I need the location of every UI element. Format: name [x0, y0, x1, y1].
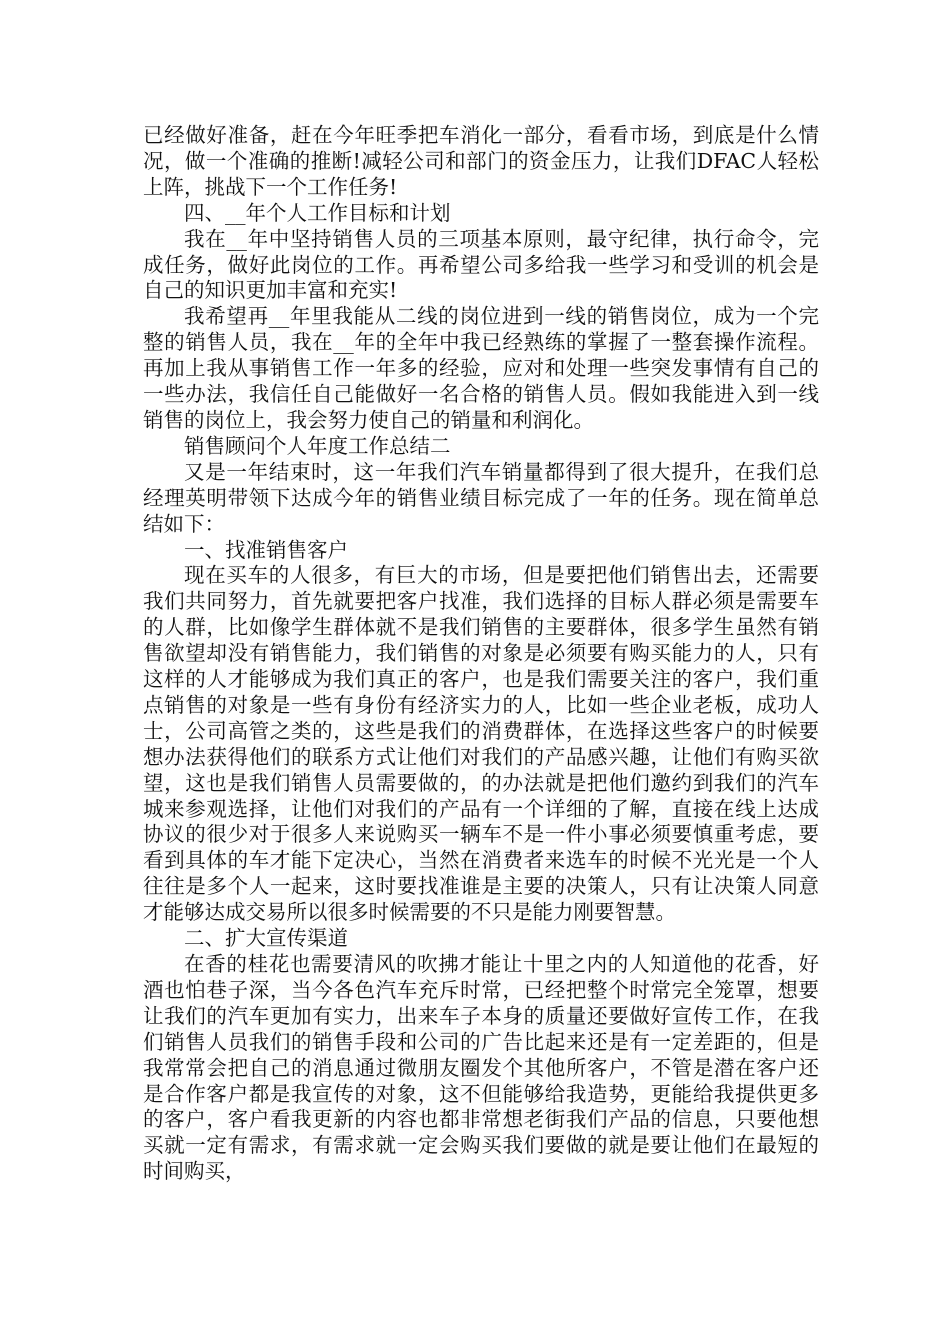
section-heading-promotion: 二、扩大宣传渠道	[184, 926, 348, 951]
paragraph-intro: 又是一年结束时，这一年我们汽车销量都得到了很大提升，在我们总经理英明带领下达成今年的销售业绩目标完成了一年的任务。现在简单总结如下：	[143, 459, 819, 536]
section-heading-customers: 一、找准销售客户	[184, 537, 348, 562]
paragraph-customers: 现在买车的人很多，有巨大的市场，但是要把他们销售出去，还需要我们共同努力，首先就要把客户找准，我们选择的目标人群必须是需要车的人群，比如像学生群体就不是我们销售的主要群体，很多学生虽然有销售欲望却没有销售能力，我们销售的对象是必须要有购买能力的人，只有这样的人才能够成为我们真正的客户，也是我们需要关注的客户，我们重点销售的对象是一些有身份有经济实力的人，比如一些企业老板，成功人士，公司高管之类的，这些是我们的消费群体，在选择这些客户的时候要想办法获得他们的联系方式让他们对我们的产品感兴趣，让他们有购买欲望，这也是我们销售人员需要做的，的办法就是把他们邀约到我们的汽车城来参观选择，让他们对我们的产品有一个详细的了解，直接在线上达成协议的很少对于很多人来说购买一辆车不是一件小事必须要慎重考虑，要看到具体的车才能下定决心，当然在消费者来选车的时候不光光是一个人往往是多个人一起来，这时要找准谁是主要的决策人，只有让决策人同意才能够达成交易所以很多时候需要的不只是能力刚要智慧。	[143, 563, 819, 925]
paragraph-hopes: 我希望再__年里我能从二线的岗位进到一线的销售岗位，成为一个完整的销售人员，我在__年的全年中我已经熟练的掌握了一整套操作流程。再加上我从事销售工作一年多的经验，应对和处理一些突发事情有自己的一些办法，我信任自己能做好一名合格的销售人员。假如我能进入到一线销售的岗位上，我会努力使自己的销量和利润化。	[143, 304, 819, 432]
section-heading-goals: 四、__年个人工作目标和计划	[184, 200, 451, 225]
paragraph-continuation: 已经做好准备，赶在今年旺季把车消化一部分，看看市场，到底是什么情况，做一个准确的推断!减轻公司和部门的资金压力，让我们DFAC人轻松上阵，挑战下一个工作任务!	[143, 123, 819, 199]
document-subtitle: 销售顾问个人年度工作总结二	[184, 433, 451, 458]
paragraph-promotion: 在香的桂花也需要清风的吹拂才能让十里之内的人知道他的花香，好酒也怕巷子深，当今各色汽车充斥时常，已经把整个时常完全笼罩，想要让我们的汽车更加有实力，出来车子本身的质量还要做好宣传工作，在我们销售人员我们的销售手段和公司的广告比起来还是有一定差距的，但是我常常会把自己的消息通过微朋友圈发个其他所客户，不管是潜在客户还是合作客户都是我宣传的对象，这不但能够给我造势，更能给我提供更多的客户，客户看我更新的内容也都非常想老街我们产品的信息，只要他想买就一定有需求，有需求就一定会购买我们要做的就是要让他们在最短的时间购买，	[143, 952, 819, 1184]
document-body	[143, 123, 819, 1185]
paragraph-principles: 我在__年中坚持销售人员的三项基本原则，最守纪律，执行命令，完成任务，做好此岗位的工作。再希望公司多给我一些学习和受训的机会是自己的知识更加丰富和充实!	[143, 226, 819, 303]
